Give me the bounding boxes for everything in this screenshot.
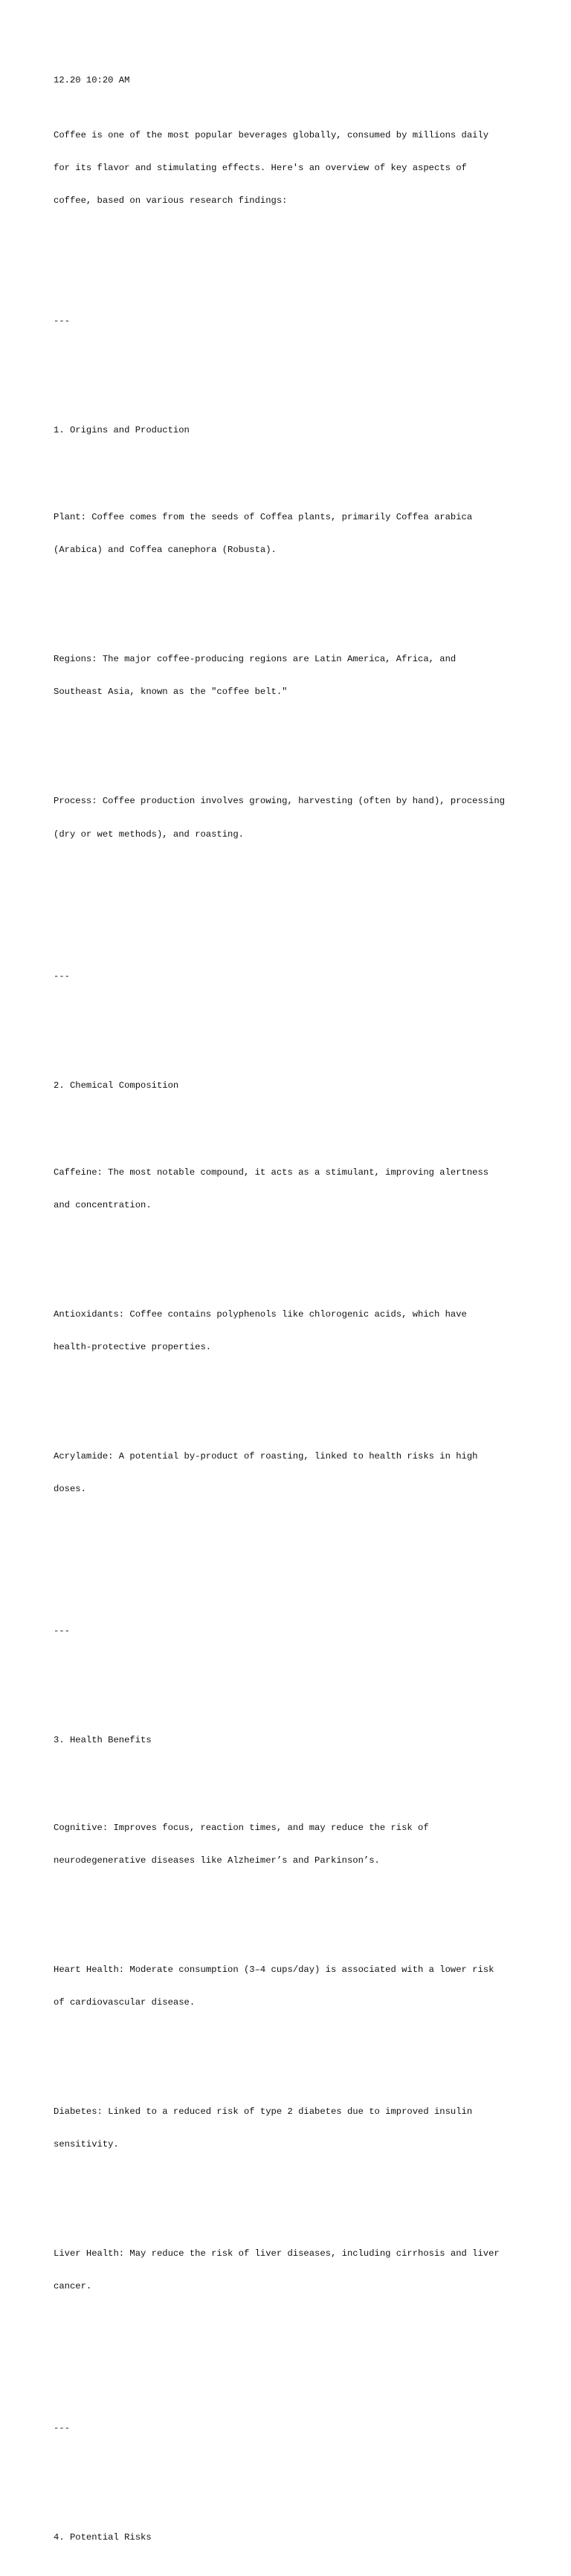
paragraph-line: Diabetes: Linked to a reduced risk of type 2 diabetes due to improved insulin <box>54 2106 473 2118</box>
paragraph-acrylamide <box>54 1430 529 1517</box>
section-chemical-composition <box>54 1058 529 1539</box>
paragraph-liver-health <box>54 2227 529 2314</box>
paragraph-process <box>54 774 529 862</box>
document-page <box>54 53 529 2576</box>
paragraph-regions <box>54 632 529 720</box>
paragraph-line: Acrylamide: A potential by-product of roasting, linked to health risks in high <box>54 1451 478 1462</box>
paragraph-line: Regions: The major coffee-producing regions are Latin America, Africa, and <box>54 654 457 665</box>
section-health-benefits <box>54 1713 529 2336</box>
intro-line: Coffee is one of the most popular beverages globally, consumed by millions daily <box>54 129 489 140</box>
section-heading: 3. Health Benefits <box>54 1735 152 1746</box>
intro-line: for its flavor and stimulating effects. Here's an overview of key aspects of <box>54 163 467 173</box>
paragraph-line: and concentration. <box>54 1200 152 1211</box>
separator: --- <box>54 970 70 982</box>
paragraph-caffeine <box>54 1146 529 1233</box>
paragraph-line: Antioxidants: Coffee contains polyphenols like chlorogenic acids, which have <box>54 1309 467 1320</box>
paragraph-line: Plant: Coffee comes from the seeds of Coffea plants, primarily Coffea arabica <box>54 512 473 523</box>
paragraph-line: Caffeine: The most notable compound, it acts as a stimulant, improving alertness <box>54 1167 489 1178</box>
section-potential-risks <box>54 2511 529 2566</box>
intro-paragraph <box>54 108 529 229</box>
paragraph-cognitive <box>54 1801 529 1889</box>
paragraph-heart-health <box>54 1943 529 2031</box>
paragraph-line: Heart Health: Moderate consumption (3–4 cups/day) is associated with a lower risk <box>54 1965 494 1976</box>
timestamp: 12.20 10:20 AM <box>54 75 130 86</box>
paragraph-line: (dry or wet methods), and roasting. <box>54 828 244 840</box>
section-origins <box>54 403 529 883</box>
paragraph-line: Southeast Asia, known as the "coffee belt." <box>54 687 288 698</box>
intro-line: coffee, based on various research findings: <box>54 195 288 207</box>
paragraph-line: (Arabica) and Coffea canephora (Robusta). <box>54 545 277 556</box>
separator: --- <box>54 1626 70 1637</box>
section-heading: 4. Potential Risks <box>54 2532 152 2543</box>
paragraph-line: cancer. <box>54 2281 92 2292</box>
paragraph-line: Cognitive: Improves focus, reaction times, and may reduce the risk of <box>54 1823 429 1834</box>
paragraph-plant <box>54 490 529 578</box>
paragraph-line: doses. <box>54 1484 86 1495</box>
paragraph-line: of cardiovascular disease. <box>54 1997 196 2008</box>
paragraph-line: health-protective properties. <box>54 1342 212 1353</box>
paragraph-line: sensitivity. <box>54 2139 119 2150</box>
paragraph-line: Liver Health: May reduce the risk of liver diseases, including cirrhosis and liver <box>54 2248 500 2259</box>
paragraph-line: neurodegenerative diseases like Alzheimer’s and Parkinson’s. <box>54 1855 380 1866</box>
separator: --- <box>54 315 70 326</box>
paragraph-antioxidants <box>54 1288 529 1375</box>
separator: --- <box>54 2423 70 2434</box>
paragraph-diabetes <box>54 2085 529 2173</box>
paragraph-line: Process: Coffee production involves growing, harvesting (often by hand), processing <box>54 796 506 807</box>
section-heading: 1. Origins and Production <box>54 424 190 435</box>
section-heading: 2. Chemical Composition <box>54 1080 179 1091</box>
